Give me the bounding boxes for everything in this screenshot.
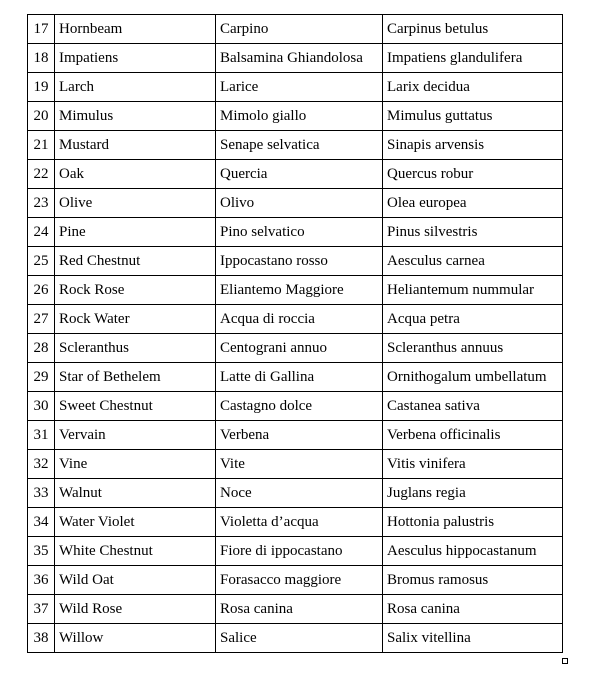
- latin-name-cell[interactable]: Rosa canina: [383, 595, 563, 624]
- table-row: [28, 160, 563, 189]
- english-name-cell[interactable]: Vervain: [55, 421, 216, 450]
- english-name-cell[interactable]: Sweet Chestnut: [55, 392, 216, 421]
- table-row: [28, 218, 563, 247]
- row-number-cell[interactable]: 38: [28, 624, 55, 653]
- table-row: [28, 421, 563, 450]
- latin-name-cell[interactable]: Quercus robur: [383, 160, 563, 189]
- table-resize-handle[interactable]: [562, 658, 568, 664]
- row-number-cell[interactable]: 28: [28, 334, 55, 363]
- italian-name-cell[interactable]: Forasacco maggiore: [216, 566, 383, 595]
- row-number-cell[interactable]: 31: [28, 421, 55, 450]
- row-number-cell[interactable]: 17: [28, 15, 55, 44]
- english-name-cell[interactable]: Wild Rose: [55, 595, 216, 624]
- english-name-cell[interactable]: Impatiens: [55, 44, 216, 73]
- row-number-cell[interactable]: 24: [28, 218, 55, 247]
- latin-name-cell[interactable]: Verbena officinalis: [383, 421, 563, 450]
- table-row: [28, 595, 563, 624]
- row-number-cell[interactable]: 18: [28, 44, 55, 73]
- row-number-cell[interactable]: 22: [28, 160, 55, 189]
- row-number-cell[interactable]: 25: [28, 247, 55, 276]
- english-name-cell[interactable]: White Chestnut: [55, 537, 216, 566]
- latin-name-cell[interactable]: Impatiens glandulifera: [383, 44, 563, 73]
- italian-name-cell[interactable]: Senape selvatica: [216, 131, 383, 160]
- table-row: [28, 363, 563, 392]
- row-number-cell[interactable]: 35: [28, 537, 55, 566]
- row-number-cell[interactable]: 29: [28, 363, 55, 392]
- table-row: [28, 131, 563, 160]
- table-row: [28, 566, 563, 595]
- italian-name-cell[interactable]: Ippocastano rosso: [216, 247, 383, 276]
- table-row: [28, 102, 563, 131]
- row-number-cell[interactable]: 32: [28, 450, 55, 479]
- italian-name-cell[interactable]: Verbena: [216, 421, 383, 450]
- latin-name-cell[interactable]: Sinapis arvensis: [383, 131, 563, 160]
- latin-name-cell[interactable]: Larix decidua: [383, 73, 563, 102]
- italian-name-cell[interactable]: Acqua di roccia: [216, 305, 383, 334]
- table-row: [28, 276, 563, 305]
- italian-name-cell[interactable]: Vite: [216, 450, 383, 479]
- english-name-cell[interactable]: Pine: [55, 218, 216, 247]
- italian-name-cell[interactable]: Mimolo giallo: [216, 102, 383, 131]
- flower-remedies-table: [27, 14, 563, 653]
- english-name-cell[interactable]: Willow: [55, 624, 216, 653]
- english-name-cell[interactable]: Oak: [55, 160, 216, 189]
- english-name-cell[interactable]: Wild Oat: [55, 566, 216, 595]
- italian-name-cell[interactable]: Noce: [216, 479, 383, 508]
- english-name-cell[interactable]: Scleranthus: [55, 334, 216, 363]
- english-name-cell[interactable]: Mimulus: [55, 102, 216, 131]
- latin-name-cell[interactable]: Acqua petra: [383, 305, 563, 334]
- row-number-cell[interactable]: 21: [28, 131, 55, 160]
- row-number-cell[interactable]: 19: [28, 73, 55, 102]
- row-number-cell[interactable]: 23: [28, 189, 55, 218]
- english-name-cell[interactable]: Red Chestnut: [55, 247, 216, 276]
- row-number-cell[interactable]: 33: [28, 479, 55, 508]
- row-number-cell[interactable]: 37: [28, 595, 55, 624]
- table-row: [28, 508, 563, 537]
- english-name-cell[interactable]: Hornbeam: [55, 15, 216, 44]
- italian-name-cell[interactable]: Centograni annuo: [216, 334, 383, 363]
- italian-name-cell[interactable]: Rosa canina: [216, 595, 383, 624]
- row-number-cell[interactable]: 20: [28, 102, 55, 131]
- latin-name-cell[interactable]: Salix vitellina: [383, 624, 563, 653]
- english-name-cell[interactable]: Rock Rose: [55, 276, 216, 305]
- table-row: [28, 334, 563, 363]
- table-body: [28, 15, 563, 653]
- italian-name-cell[interactable]: Pino selvatico: [216, 218, 383, 247]
- latin-name-cell[interactable]: Scleranthus annuus: [383, 334, 563, 363]
- latin-name-cell[interactable]: Aesculus carnea: [383, 247, 563, 276]
- table-row: [28, 392, 563, 421]
- italian-name-cell[interactable]: Fiore di ippocastano: [216, 537, 383, 566]
- latin-name-cell[interactable]: Hottonia palustris: [383, 508, 563, 537]
- english-name-cell[interactable]: Olive: [55, 189, 216, 218]
- row-number-cell[interactable]: 26: [28, 276, 55, 305]
- latin-name-cell[interactable]: Bromus ramosus: [383, 566, 563, 595]
- row-number-cell[interactable]: 36: [28, 566, 55, 595]
- latin-name-cell[interactable]: Mimulus guttatus: [383, 102, 563, 131]
- row-number-cell[interactable]: 27: [28, 305, 55, 334]
- italian-name-cell[interactable]: Olivo: [216, 189, 383, 218]
- table-row: [28, 247, 563, 276]
- italian-name-cell[interactable]: Quercia: [216, 160, 383, 189]
- english-name-cell[interactable]: Water Violet: [55, 508, 216, 537]
- italian-name-cell[interactable]: Carpino: [216, 15, 383, 44]
- italian-name-cell[interactable]: Balsamina Ghiandolosa: [216, 44, 383, 73]
- italian-name-cell[interactable]: Violetta d’acqua: [216, 508, 383, 537]
- english-name-cell[interactable]: Walnut: [55, 479, 216, 508]
- italian-name-cell[interactable]: Larice: [216, 73, 383, 102]
- italian-name-cell[interactable]: Castagno dolce: [216, 392, 383, 421]
- table-row: [28, 537, 563, 566]
- table-row: [28, 15, 563, 44]
- italian-name-cell[interactable]: Latte di Gallina: [216, 363, 383, 392]
- english-name-cell[interactable]: Mustard: [55, 131, 216, 160]
- english-name-cell[interactable]: Larch: [55, 73, 216, 102]
- latin-name-cell[interactable]: Olea europea: [383, 189, 563, 218]
- italian-name-cell[interactable]: Eliantemo Maggiore: [216, 276, 383, 305]
- latin-name-cell[interactable]: Pinus silvestris: [383, 218, 563, 247]
- latin-name-cell[interactable]: Castanea sativa: [383, 392, 563, 421]
- latin-name-cell[interactable]: Carpinus betulus: [383, 15, 563, 44]
- table-row: [28, 189, 563, 218]
- english-name-cell[interactable]: Vine: [55, 450, 216, 479]
- table-row: [28, 305, 563, 334]
- latin-name-cell[interactable]: Vitis vinifera: [383, 450, 563, 479]
- english-name-cell[interactable]: Star of Bethelem: [55, 363, 216, 392]
- row-number-cell[interactable]: 34: [28, 508, 55, 537]
- table-row: [28, 450, 563, 479]
- italian-name-cell[interactable]: Salice: [216, 624, 383, 653]
- latin-name-cell[interactable]: Juglans regia: [383, 479, 563, 508]
- english-name-cell[interactable]: Rock Water: [55, 305, 216, 334]
- latin-name-cell[interactable]: Aesculus hippocastanum: [383, 537, 563, 566]
- latin-name-cell[interactable]: Ornithogalum umbellatum: [383, 363, 563, 392]
- table-row: [28, 73, 563, 102]
- row-number-cell[interactable]: 30: [28, 392, 55, 421]
- table-row: [28, 479, 563, 508]
- table-row: [28, 44, 563, 73]
- latin-name-cell[interactable]: Heliantemum nummular: [383, 276, 563, 305]
- table-row: [28, 624, 563, 653]
